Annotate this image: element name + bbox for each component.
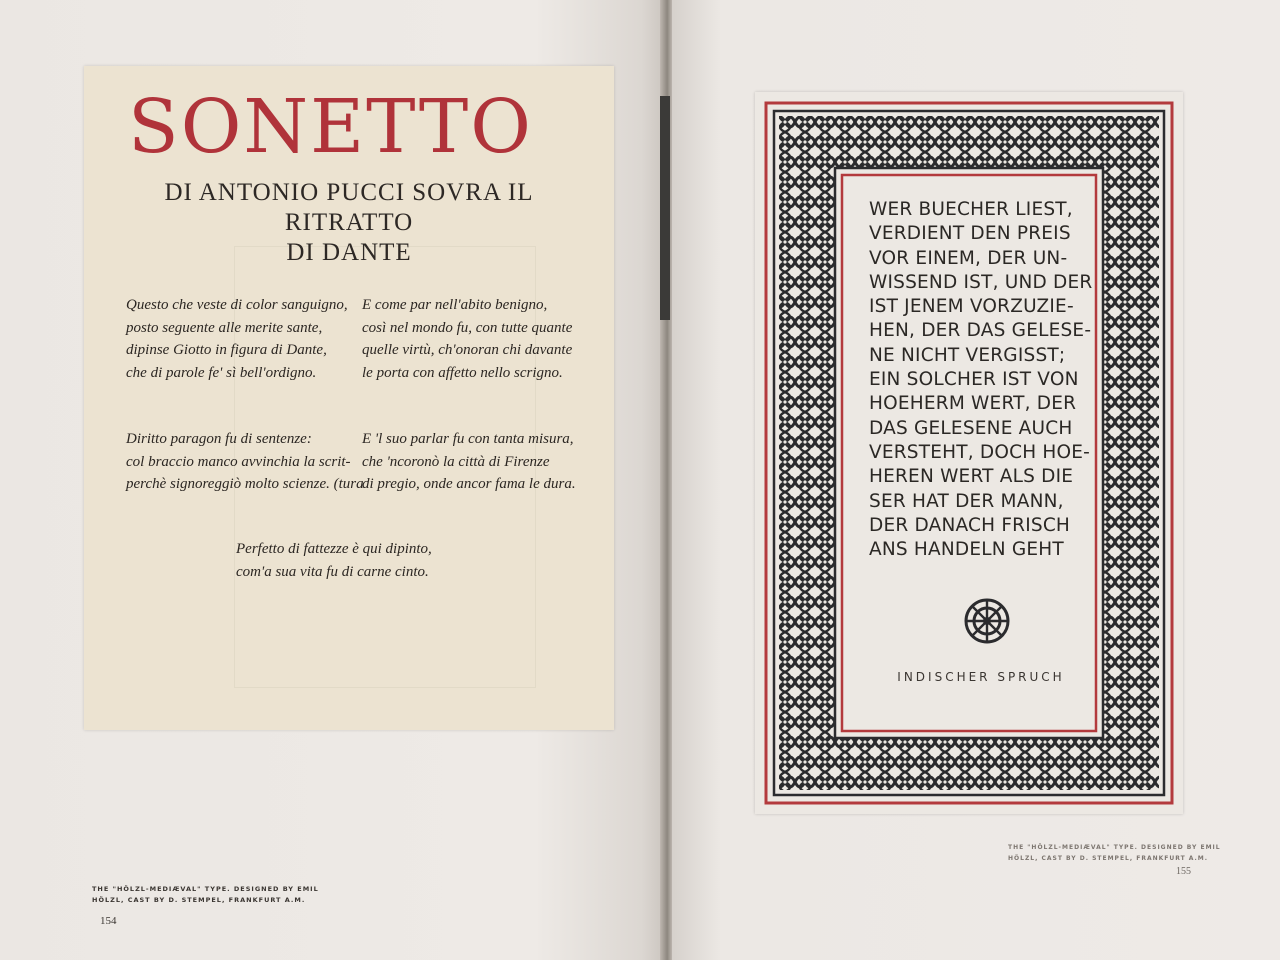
verse-line: E 'l suo parlar fu con tanta misura,: [362, 431, 574, 447]
verse-line: che di parole fe' sì bell'ordigno.: [126, 364, 317, 381]
closing-couplet: [236, 538, 432, 583]
verse-line: col braccio manco avvinchia la scrit-: [126, 453, 351, 470]
left-caption: [92, 884, 319, 906]
verse-line: Diritto paragon fu di sentenze:: [126, 431, 312, 447]
quatrain-1: [126, 294, 348, 384]
verse-line: WER BUECHER LIEST,: [869, 199, 1073, 220]
caption-line: THE "HÖLZL-MEDIÆVAL" TYPE. DESIGNED BY EMIL: [1008, 844, 1221, 851]
verse-line: HEREN WERT ALS DIE: [869, 466, 1074, 488]
verse-line: WISSEND IST, UND DER: [869, 271, 1093, 293]
proverb-attribution: INDISCHER SPRUCH: [897, 670, 1065, 684]
binding-strip: [660, 96, 670, 320]
verse-line: le porta con affetto nello scrigno.: [362, 364, 563, 381]
quatrain-2: [362, 294, 572, 384]
verse-line: EIN SOLCHER IST VON: [869, 369, 1079, 391]
verse-line: HOEHERM WERT, DER: [869, 393, 1077, 415]
verse-line: NE NICHT VERGISST;: [869, 344, 1066, 366]
tercet-1: [126, 428, 364, 496]
subtitle-line: DI DANTE: [286, 239, 412, 266]
verse-line: ANS HANDELN GEHT: [869, 539, 1064, 561]
verse-line: che 'ncoronò la città di Firenze: [362, 453, 550, 470]
tercet-2: [362, 428, 576, 496]
verse-line: VERDIENT DEN PREIS: [869, 223, 1071, 245]
right-caption: [1008, 842, 1221, 864]
verse-line: di pregio, onde ancor fama le dura.: [362, 476, 576, 492]
verse-line: VOR EINEM, DER UN-: [869, 247, 1068, 269]
subtitle-line: DI ANTONIO PUCCI SOVRA IL RITRATTO: [164, 179, 534, 236]
left-page-number: 154: [100, 915, 117, 927]
caption-line: HÖLZL, CAST BY D. STEMPEL, FRANKFURT A.M.: [92, 896, 306, 904]
rosette-ornament-icon: [963, 597, 1011, 645]
verse-line: DAS GELESENE AUCH: [869, 417, 1073, 439]
verse-line: posto seguente alle merite sante,: [126, 319, 323, 336]
proverb-verse: [869, 198, 1109, 562]
sonnet-title: SONETTO: [128, 84, 533, 170]
verse-line: E come par nell'abito benigno,: [362, 297, 548, 313]
verse-line: IST JENEM VORZUZIE-: [869, 296, 1074, 318]
verse-line: quelle virtù, ch'onoran chi davante: [362, 342, 573, 358]
sonnet-subtitle: [104, 178, 594, 268]
verse-line: DER DANACH FRISCH: [869, 514, 1071, 536]
caption-line: THE "HÖLZL-MEDIÆVAL" TYPE. DESIGNED BY EMIL: [92, 885, 319, 893]
proverb-sheet: [755, 92, 1183, 814]
verse-line: Questo che veste di color sanguigno,: [126, 297, 348, 313]
sonnet-sheet: [84, 66, 614, 730]
verse-line: Perfetto di fattezze è qui dipinto,: [236, 541, 432, 557]
verse-line: così nel mondo fu, con tutte quante: [362, 319, 573, 336]
verse-line: dipinse Giotto in figura di Dante,: [126, 342, 327, 358]
verse-line: com'a sua vita fu di carne cinto.: [236, 563, 429, 580]
right-page-number: 155: [1176, 866, 1191, 877]
verse-line: perchè signoreggiò molto scienze. (tura: [126, 476, 364, 492]
verse-line: VERSTEHT, DOCH HOE-: [869, 441, 1091, 463]
verse-line: HEN, DER DAS GELESE-: [869, 320, 1092, 342]
caption-line: HÖLZL, CAST BY D. STEMPEL, FRANKFURT A.M.: [1008, 855, 1209, 862]
verse-line: SER HAT DER MANN,: [869, 490, 1064, 512]
